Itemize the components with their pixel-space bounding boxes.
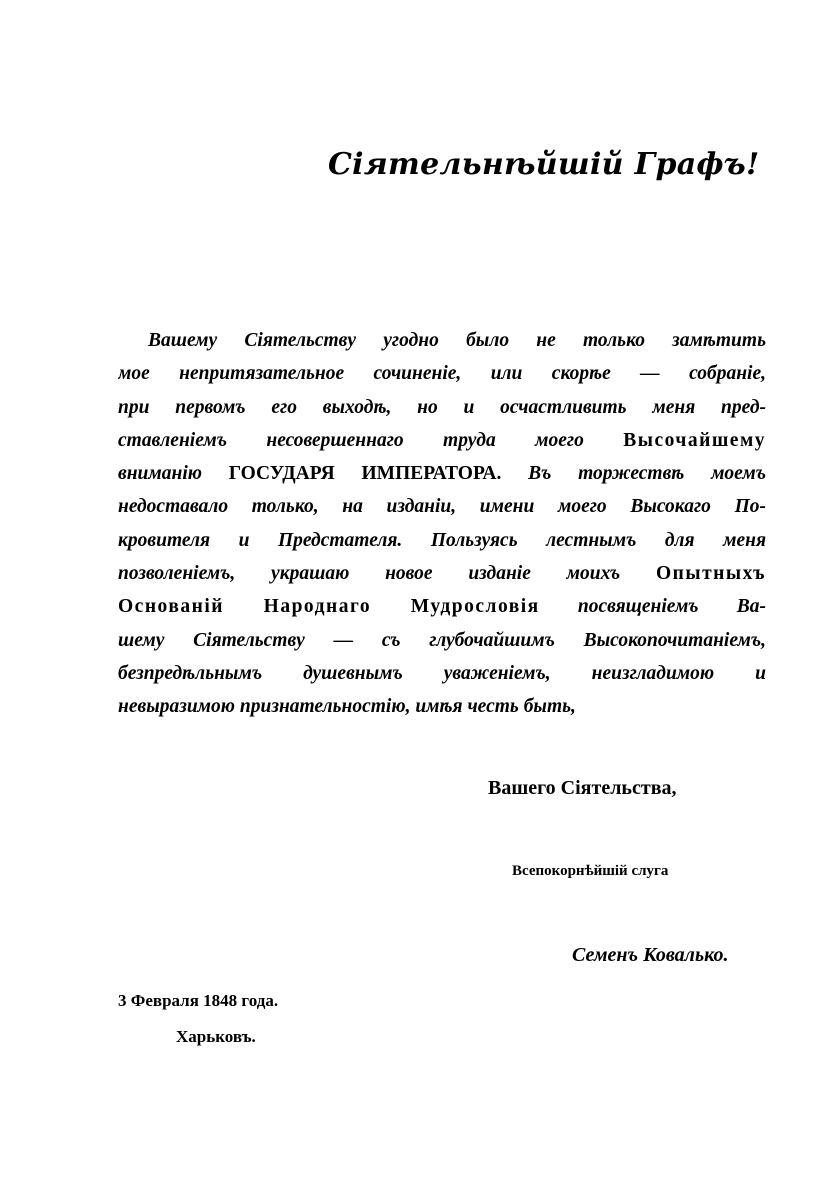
- body-emphasis: Опытныхъ: [655, 563, 766, 585]
- date-line: 3 Февраля 1848 года.: [118, 991, 279, 1010]
- body-text-segment: Въ торжествѣ моемъ: [501, 463, 766, 485]
- body-line: [118, 357, 766, 390]
- body-text-segment: мое непритязательное сочиненіе, или скорѣе — собраніе,: [118, 363, 766, 385]
- body-line: [118, 457, 766, 490]
- body-text-segment: посвященіемъ Ва-: [539, 596, 766, 618]
- body-line: [118, 657, 766, 690]
- body-text-segment: при первомъ его выходѣ, но и осчастливить меня пред-: [118, 396, 766, 418]
- salutation-heading: Сіятельнѣйшій Графъ!: [328, 147, 760, 182]
- body-text-segment: безпредѣльнымъ душевнымъ уваженіемъ, неизгладимою и: [118, 662, 766, 684]
- body-emphasis: ГОСУДАРЯ ИМПЕРАТОРА.: [228, 463, 502, 485]
- body-text-segment: вниманію: [118, 463, 229, 485]
- body-text-segment: невыразимою признательностію, имѣя честь быть,: [118, 696, 576, 718]
- body-line: [118, 324, 766, 357]
- body-line: [118, 624, 766, 657]
- letter-body: [118, 324, 766, 724]
- body-line: [118, 490, 766, 523]
- body-emphasis: Основаній Народнаго Мудрословія: [118, 596, 540, 618]
- body-line: [118, 557, 766, 590]
- body-line: [118, 690, 766, 723]
- body-text-segment: кровителя и Предстателя. Пользуясь лестнымъ для меня: [118, 529, 766, 551]
- body-text-segment: ставленіемъ несовершеннаго труда моего: [118, 429, 624, 451]
- body-line: [118, 590, 766, 623]
- body-line: [118, 524, 766, 557]
- place-line: Харьковъ.: [176, 1027, 256, 1046]
- body-line: [118, 424, 766, 457]
- servant-line: Всепокорнѣйшій слуга: [512, 863, 669, 879]
- signature: Семенъ Ковалько.: [572, 944, 729, 966]
- body-text-segment: Вашему Сіятельству угодно было не только замѣтить: [148, 330, 766, 351]
- body-text-segment: недоставало только, на изданіи, имени моего Высокаго По-: [118, 496, 766, 518]
- body-text-segment: позволеніемъ, украшаю новое изданіе моихъ: [118, 563, 656, 585]
- body-line: [118, 391, 766, 424]
- body-text-segment: шему Сіятельству — съ глубочайшимъ Высокопочитаніемъ,: [118, 629, 766, 651]
- closing-phrase: Вашего Сіятельства,: [488, 777, 677, 799]
- body-emphasis: Высочайшему: [623, 429, 766, 451]
